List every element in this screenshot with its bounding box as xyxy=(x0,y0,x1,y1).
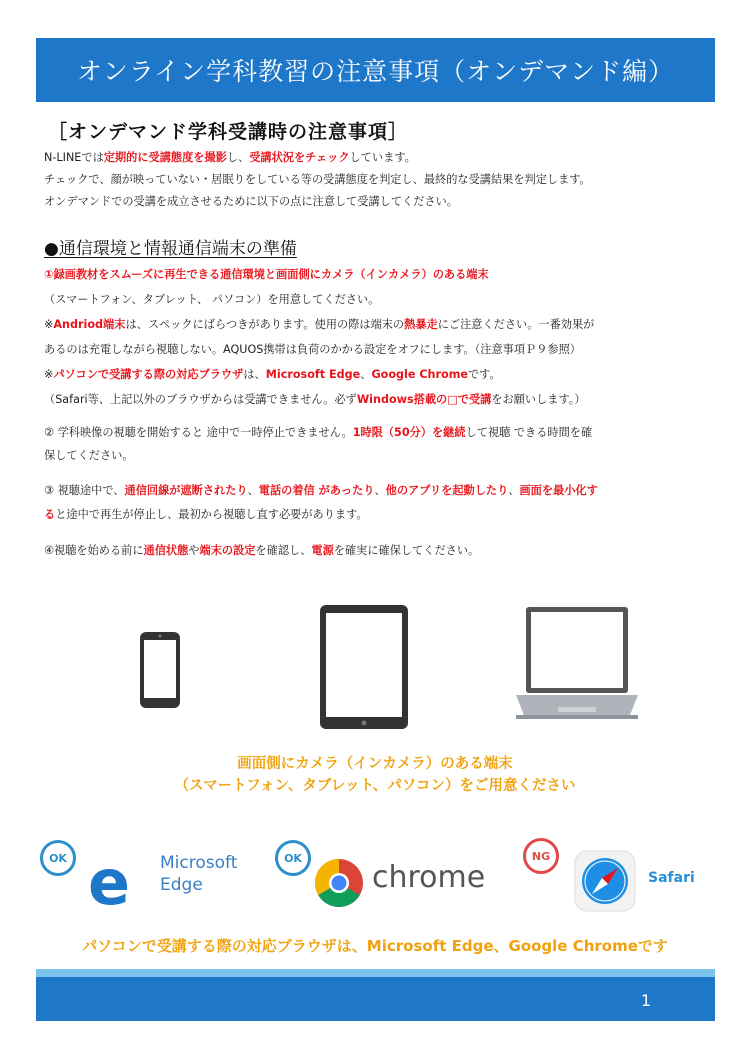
safari-label: Safari xyxy=(648,870,695,886)
item3-line-2: ると途中で再生が停止し、最初から視聴し直す必要があります。 xyxy=(44,508,368,521)
browser-caption: パソコンで受講する際の対応ブラウザは、Microsoft Edge、Google Chromeです xyxy=(82,937,668,955)
page-number: 1 xyxy=(640,991,651,1010)
tablet-icon xyxy=(318,603,410,731)
item3-line-1: ③ 視聴途中で、通信回線が遮断されたり、電話の着信 があったり、他のアプリを起動したり、画面を最小化す xyxy=(44,484,598,497)
item1-line-6: （Safari等、上記以外のブラウザからは受講できません。必ずWindows搭載の□で受講をお願いします。） xyxy=(44,393,586,406)
item1-line-1: ①録画教材をスムーズに再生できる通信環境と画面側にカメラ（インカメラ）のある端末 xyxy=(44,268,489,281)
chrome-icon xyxy=(314,858,364,908)
edge-icon xyxy=(88,856,152,908)
device-caption-line-2: （スマートフォン、タブレット、パソコン）をご用意ください xyxy=(174,778,576,794)
edge-ok-badge: OK xyxy=(40,840,76,876)
footer-accent-strip xyxy=(36,969,715,977)
chrome-ok-badge: OK xyxy=(275,840,311,876)
item2-line-1: ② 学科映像の視聴を開始すると 途中で一時停止できません。1時限（50分）を継続して視聴 できる時間を確 xyxy=(44,426,593,439)
browser-list xyxy=(0,838,750,908)
safari-icon xyxy=(574,850,636,912)
intro-line-1: N-LINEでは定期的に受講態度を撮影し、受講状況をチェックしています。 xyxy=(44,151,416,164)
item1-line-5: ※パソコンで受講する際の対応ブラウザは、Microsoft Edge、Google Chromeです。 xyxy=(44,368,501,381)
laptop-icon xyxy=(512,605,642,723)
page-title-banner xyxy=(36,38,715,102)
edge-label: Microsoft Edge xyxy=(160,853,238,895)
footer-bar xyxy=(36,977,715,1021)
intro-line-3: オンデマンドでの受講を成立させるために以下の点に注意して受講してください。 xyxy=(44,195,458,208)
section-heading: ●通信環境と情報通信端末の準備 xyxy=(44,239,297,259)
page-title: オンライン学科教習の注意事項（オンデマンド編） xyxy=(76,57,675,86)
device-caption-line-1: 画面側にカメラ（インカメラ）のある端末 xyxy=(237,756,513,772)
svg-text:e: e xyxy=(88,856,131,908)
item1-line-3: ※Andriod端末は、スペックにばらつきがあります。使用の際は端末の熱暴走にご注意ください。一番効果が xyxy=(44,318,595,331)
safari-ng-badge: NG xyxy=(523,838,559,874)
item1-line-4: あるのは充電しながら視聴しない。AQUOS携帯は負荷のかかる設定をオフにします。（注意事項Ｐ９参照） xyxy=(44,343,581,356)
section-subtitle: ［オンデマンド学科受講時の注意事項］ xyxy=(48,121,409,143)
intro-line-2: チェックで、顔が映っていない・居眠りをしている等の受講態度を判定し、最終的な受講結果を判定します。 xyxy=(44,173,591,186)
chrome-label: chrome xyxy=(372,860,486,895)
smartphone-icon xyxy=(138,630,182,710)
item1-line-2: （スマートフォン、タブレット、 パソコン）を用意してください。 xyxy=(44,293,380,306)
item4-line: ④視聴を始める前に通信状態や端末の設定を確認し、電源を確実に確保してください。 xyxy=(44,544,480,557)
item2-line-2: 保してください。 xyxy=(44,449,134,462)
